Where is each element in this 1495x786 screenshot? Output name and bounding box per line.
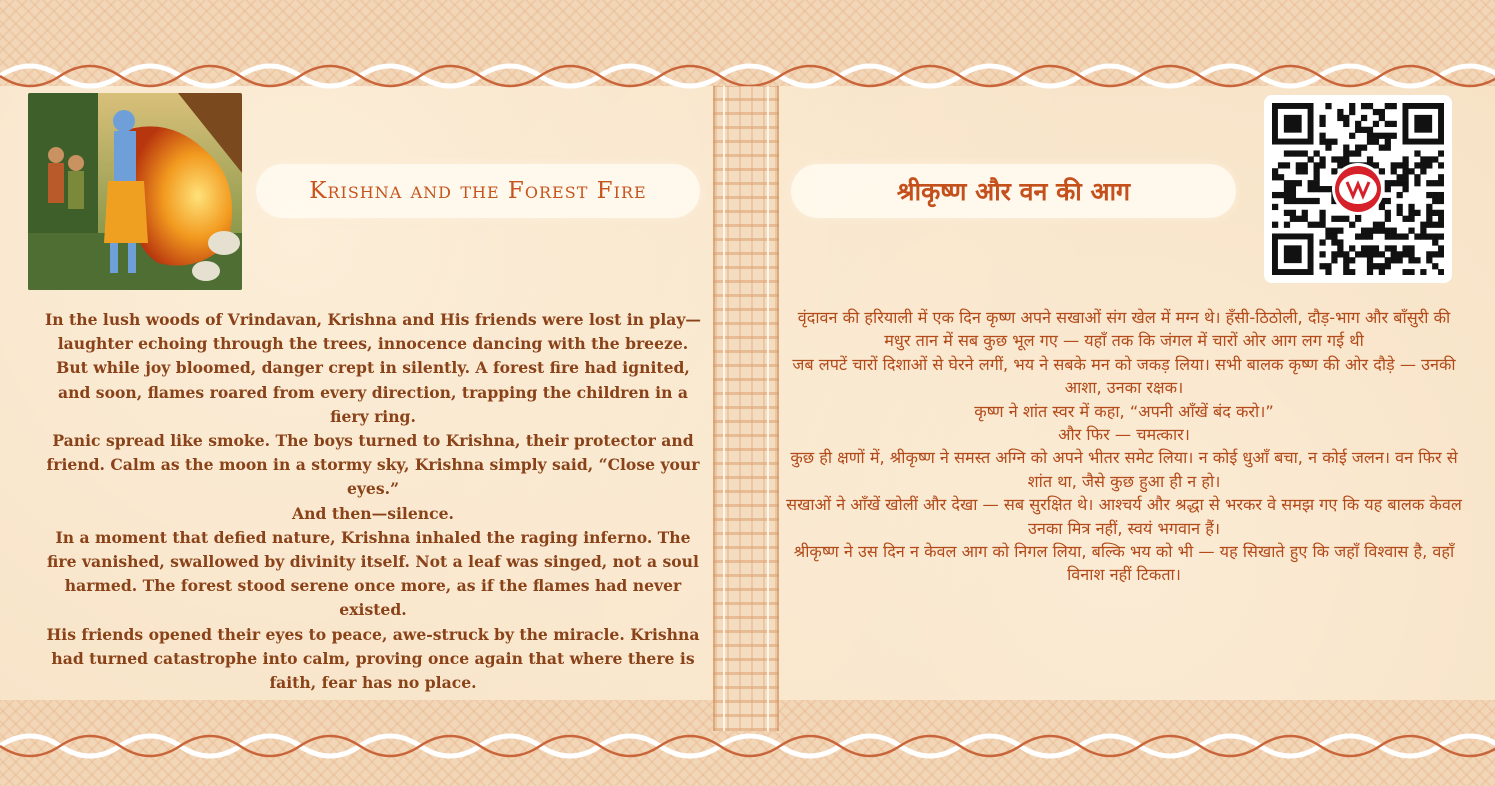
hindi-paragraph: कुछ ही क्षणों में, श्रीकृष्ण ने समस्त अग्नि को अपने भीतर समेट लिया। न कोई धुआँ बचा, न कोई जलन। वन फिर से शांत था, जैसे कुछ हुआ ही न हो। bbox=[790, 448, 1458, 491]
english-title: Krishna and the Forest Fire bbox=[256, 164, 700, 218]
english-paragraph: Panic spread like smoke. The boys turned to Krishna, their protector and friend. Calm as the moon in a stormy sky, Krishna simply said, “Close your eyes.” bbox=[46, 431, 700, 499]
spine-divider bbox=[713, 86, 779, 731]
publisher-logo-icon bbox=[1332, 163, 1384, 215]
english-paragraph: And then—silence. bbox=[292, 503, 454, 523]
krishna-forest-fire-illustration bbox=[28, 93, 242, 290]
qr-code-icon bbox=[1264, 95, 1452, 283]
hindi-paragraph: वृंदावन की हरियाली में एक दिन कृष्ण अपने सखाओं संग खेल में मग्न थे। हँसी-ठिठोली, दौड़-भाग और बाँसुरी की मधुर तान में सब कुछ भूल गए — यहाँ तक कि जंगल में चारों ओर आग लग गई थी bbox=[797, 308, 1451, 351]
bottom-wave-ornament bbox=[0, 726, 1495, 766]
hindi-paragraph: सखाओं ने आँखें खोलीं और देखा — सब सुरक्षित थे। आश्चर्य और श्रद्धा से भरकर वे समझ गए कि यह बालक केवल उनका मित्र नहीं, स्वयं भगवान हैं। bbox=[786, 495, 1462, 538]
hindi-paragraph: और फिर — चमत्कार। bbox=[1058, 425, 1190, 445]
hindi-paragraph: कृष्ण ने शांत स्वर में कहा, “अपनी आँखें बंद करो।” bbox=[974, 401, 1274, 421]
english-paragraph: In the lush woods of Vrindavan, Krishna and His friends were lost in play—laughter echoing through the trees, innocence dancing with the breeze. But while joy bloomed, danger crept in silently. A forest fire had ignited, and soon, flames roared from every direction, trapping the children in a fiery ring. bbox=[44, 310, 702, 426]
hindi-title: श्रीकृष्ण और वन की आग bbox=[791, 164, 1236, 218]
spine-line-left bbox=[723, 86, 725, 731]
spine-line-right bbox=[767, 86, 769, 731]
english-paragraph: His friends opened their eyes to peace, awe-struck by the miracle. Krishna had turned catastrophe into calm, proving once again that where there is faith, fear has no place. bbox=[46, 624, 700, 693]
hindi-paragraph: जब लपटें चारों दिशाओं से घेरने लगीं, भय ने सबके मन को जकड़ लिया। सभी बालक कृष्ण की ओर दौड़े — उनकी आशा, उनका रक्षक। bbox=[792, 354, 1456, 398]
english-story-text bbox=[40, 308, 706, 695]
hindi-paragraph: श्रीकृष्ण ने उस दिन न केवल आग को निगल लिया, बल्कि भय को भी — यह सिखाते हुए कि जहाँ विश्वास है, वहाँ विनाश नहीं टिकता। bbox=[793, 542, 1455, 585]
english-paragraph: In a moment that defied nature, Krishna inhaled the raging inferno. The fire vanished, swallowed by divinity itself. Not a leaf was singed, not a soul harmed. The forest stood serene once more, as if the flames had never existed. bbox=[47, 527, 699, 620]
hindi-story-text bbox=[784, 306, 1464, 587]
